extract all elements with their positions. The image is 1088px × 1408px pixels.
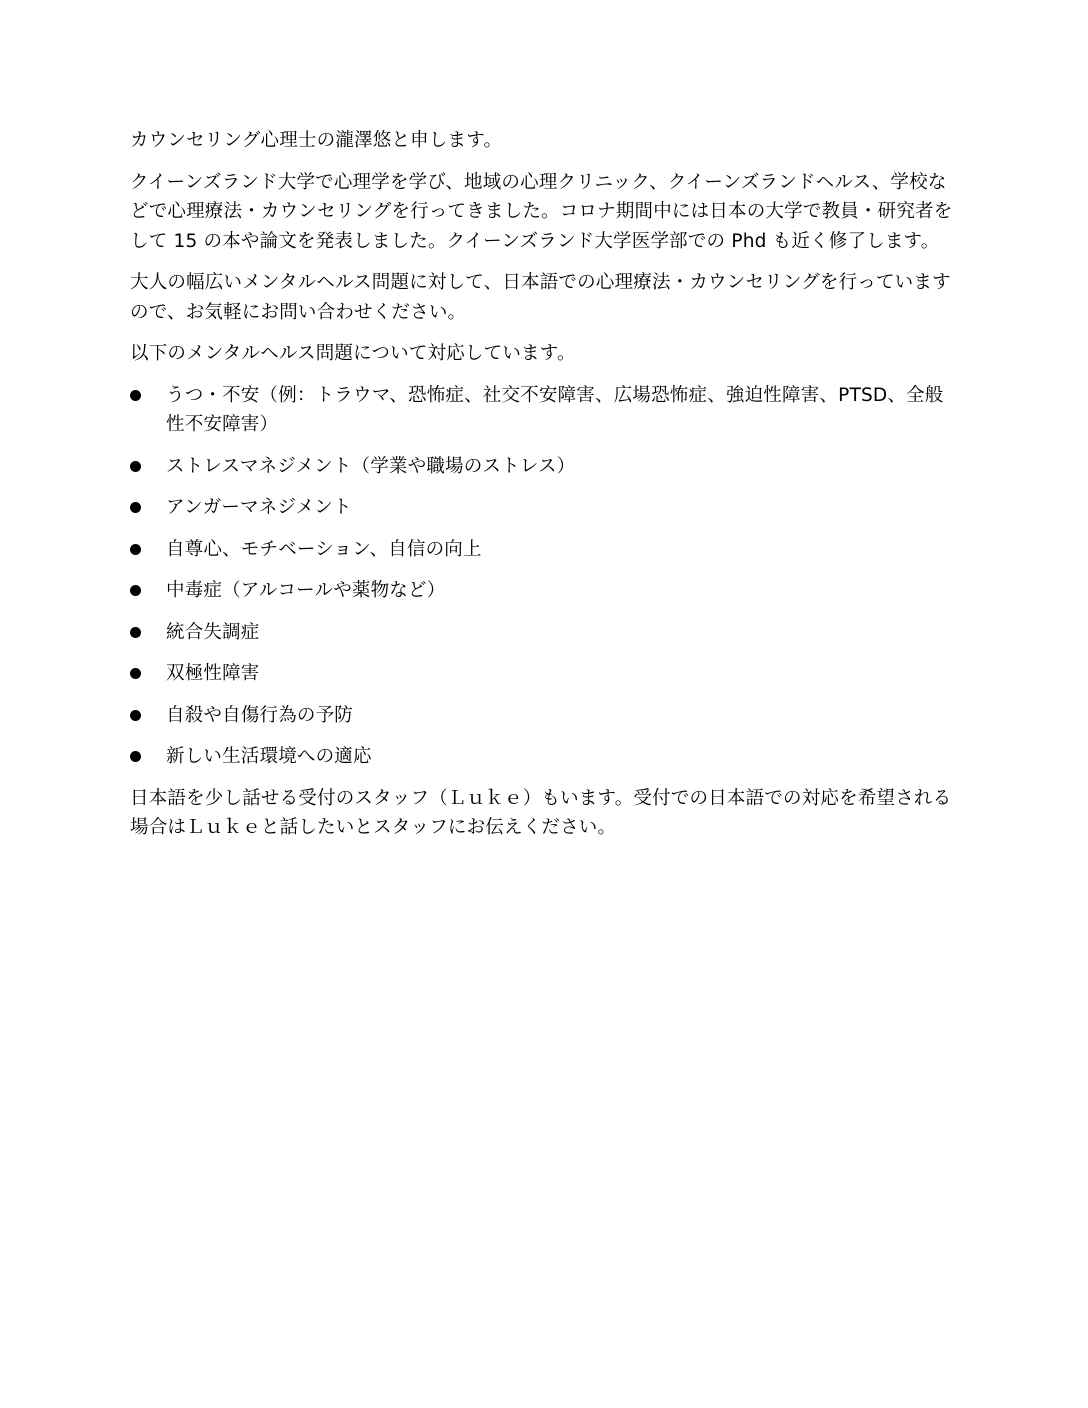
list-item xyxy=(130,742,954,772)
list-item-text: 新しい生活環境への適応 xyxy=(166,746,372,767)
list-item-text: アンガーマネジメント xyxy=(166,497,352,518)
list-item-text: 自尊心、モチベーション、自信の向上 xyxy=(166,538,482,560)
list-item-text: 統合失調症 xyxy=(166,621,260,643)
bullet-icon xyxy=(130,390,141,401)
bullet-icon xyxy=(130,668,141,679)
background-paragraph: クイーンズランド大学で心理学を学び、地域の心理クリニック、クイーンズランドヘルス、学校などで心理療法・カウンセリングを行ってきました。コロナ期間中には日本の大学で教員・研究者をして 15 の本や論文を発表しました。クイーンズランド大学医学部での Phd も近く修了します。 xyxy=(130,171,953,252)
list-item xyxy=(130,535,954,565)
document-body xyxy=(130,126,954,855)
intro-paragraph: カウンセリング心理士の瀧澤悠と申します。 xyxy=(130,130,503,151)
bullet-icon xyxy=(130,710,141,721)
list-item xyxy=(130,493,954,523)
list-item-text: うつ・不安（例：トラウマ、恐怖症、社交不安障害、広場恐怖症、強迫性障害、PTSD、全般性不安障害） xyxy=(166,384,944,435)
services-paragraph: 大人の幅広いメンタルヘルス問題に対して、日本語での心理療法・カウンセリングを行っていますので、お気軽にお問い合わせください。 xyxy=(130,272,951,323)
bullet-icon xyxy=(130,544,141,555)
bullet-icon xyxy=(130,627,141,638)
list-item-text: 双極性障害 xyxy=(166,663,260,684)
bullet-icon xyxy=(130,461,141,472)
bullet-icon xyxy=(130,585,141,596)
list-item xyxy=(130,576,954,606)
list-item xyxy=(130,381,954,440)
list-item-text: 中毒症（アルコールや薬物など） xyxy=(166,580,446,601)
reception-paragraph: 日本語を少し話せる受付のスタッフ（Ｌｕｋｅ）もいます。受付での日本語での対応を希望される場合はＬｕｋｅと話したいとスタッフにお伝えください。 xyxy=(130,787,952,838)
list-item-text: 自殺や自傷行為の予防 xyxy=(166,704,354,726)
list-item xyxy=(130,701,954,731)
bullet-icon xyxy=(130,502,141,513)
list-intro-paragraph: 以下のメンタルヘルス問題について対応しています。 xyxy=(130,343,576,364)
issues-list xyxy=(130,381,954,772)
list-item xyxy=(130,659,954,689)
list-item xyxy=(130,618,954,648)
bullet-icon xyxy=(130,751,141,762)
list-item-text: ストレスマネジメント（学業や職場のストレス） xyxy=(166,455,576,477)
list-item xyxy=(130,452,954,482)
